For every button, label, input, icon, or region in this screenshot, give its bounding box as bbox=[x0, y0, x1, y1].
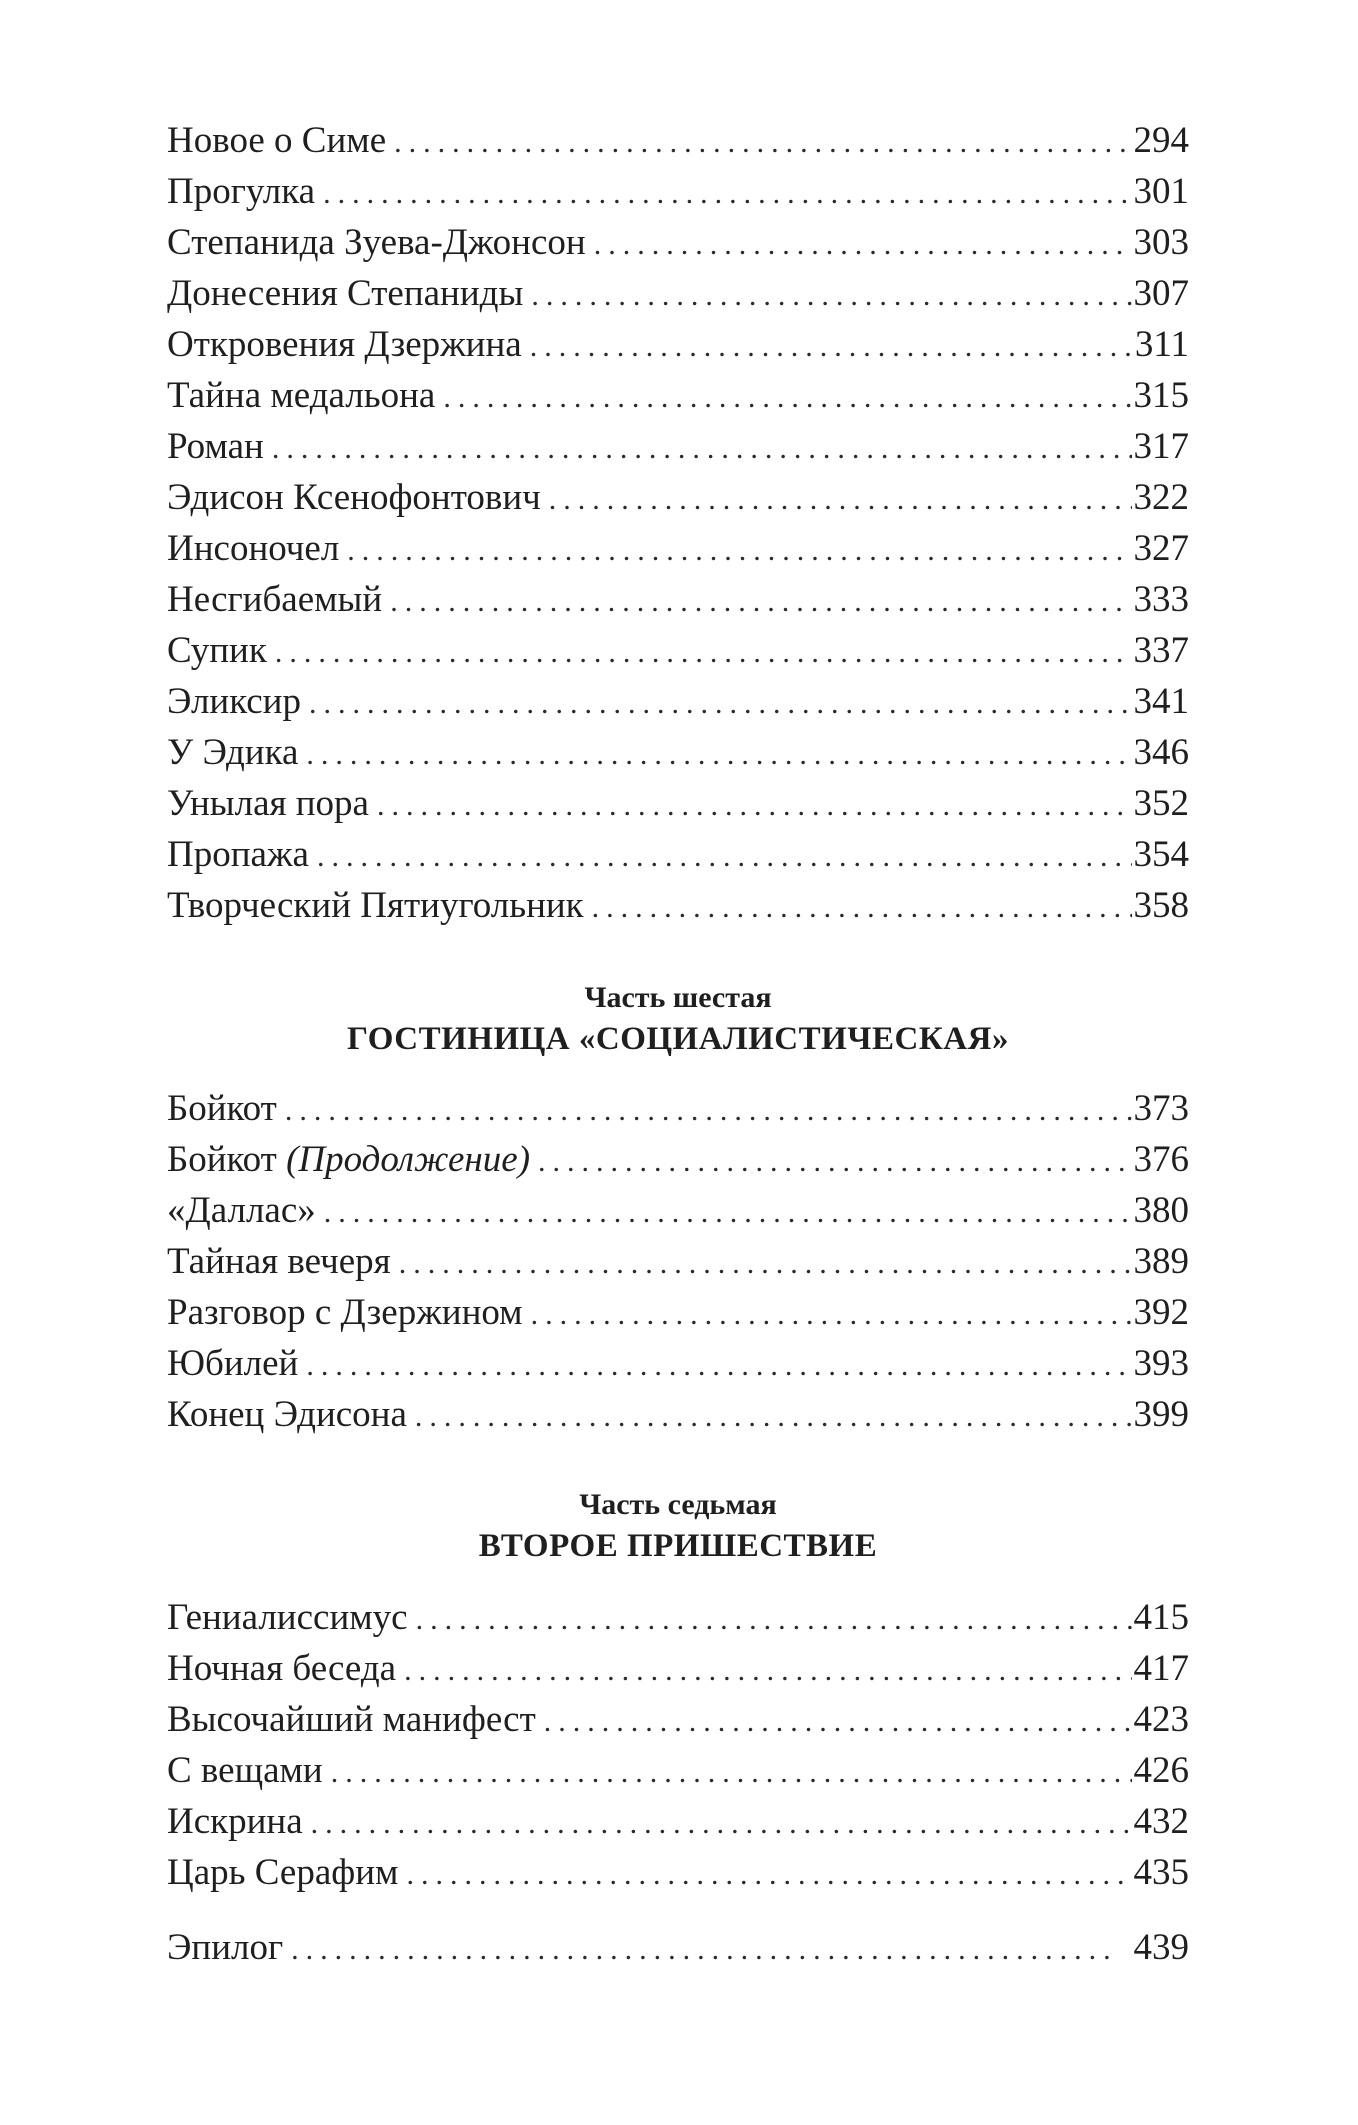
toc-entry-title: Роман bbox=[167, 426, 264, 467]
toc-entry[interactable] bbox=[167, 1796, 1189, 1847]
toc-entry[interactable] bbox=[167, 1185, 1189, 1236]
toc-entry-page: 337 bbox=[1133, 630, 1189, 671]
toc-entry-page: 346 bbox=[1133, 732, 1189, 773]
toc-entry-page: 439 bbox=[1133, 1927, 1189, 1968]
dot-leader bbox=[323, 168, 1131, 217]
toc-entry[interactable] bbox=[167, 1643, 1189, 1694]
toc-entry-title: Эликсир bbox=[167, 681, 301, 722]
table-of-contents bbox=[167, 115, 1189, 1973]
toc-entry-note: (Продолжение) bbox=[286, 1139, 531, 1180]
toc-entry[interactable] bbox=[167, 370, 1189, 421]
toc-entry-title: Искрина bbox=[167, 1801, 303, 1842]
dot-leader bbox=[549, 474, 1132, 523]
toc-entry[interactable] bbox=[167, 1134, 1189, 1185]
toc-entry-title: Тайна медальона bbox=[167, 375, 436, 416]
toc-entry-title: Супик bbox=[167, 630, 267, 671]
dot-leader bbox=[415, 1391, 1132, 1440]
dot-leader bbox=[531, 270, 1131, 319]
toc-entry-title: Инсоночел bbox=[167, 528, 340, 569]
toc-entry-page: 399 bbox=[1133, 1394, 1189, 1435]
part-label: Часть шестая bbox=[584, 981, 772, 1014]
toc-entry[interactable] bbox=[167, 727, 1189, 778]
toc-entry-page: 393 bbox=[1133, 1343, 1189, 1384]
toc-entry[interactable] bbox=[167, 1338, 1189, 1389]
dot-leader bbox=[404, 1645, 1131, 1694]
toc-entry-title: Эпилог bbox=[167, 1927, 284, 1968]
toc-entry-page: 392 bbox=[1133, 1292, 1189, 1333]
dot-leader bbox=[272, 423, 1132, 472]
toc-entry[interactable] bbox=[167, 1745, 1189, 1796]
toc-entry-page: 432 bbox=[1133, 1801, 1189, 1842]
toc-entry-title: Юбилей bbox=[167, 1343, 299, 1384]
toc-entry-page: 417 bbox=[1133, 1648, 1189, 1689]
dot-leader bbox=[324, 1187, 1132, 1236]
toc-entry[interactable] bbox=[167, 166, 1189, 217]
toc-entry-page: 311 bbox=[1134, 324, 1189, 365]
toc-entry[interactable] bbox=[167, 217, 1189, 268]
toc-entry-title: Пропажа bbox=[167, 834, 309, 875]
toc-entry[interactable] bbox=[167, 1592, 1189, 1643]
toc-entry-title: Творческий Пятиугольник bbox=[167, 885, 584, 926]
toc-entry[interactable] bbox=[167, 319, 1189, 370]
toc-entry[interactable] bbox=[167, 1083, 1189, 1134]
toc-entry-title: Ночная беседа bbox=[167, 1648, 397, 1689]
toc-entry-page: 322 bbox=[1133, 477, 1189, 518]
toc-entry[interactable] bbox=[167, 1847, 1189, 1898]
toc-section-top bbox=[167, 115, 1189, 931]
toc-entry[interactable] bbox=[167, 1236, 1189, 1287]
toc-entry-title: Новое о Симе bbox=[167, 120, 387, 161]
toc-entry-page: 415 bbox=[1133, 1597, 1189, 1638]
toc-entry-title bbox=[167, 1134, 538, 1185]
toc-entry-title: Конец Эдисона bbox=[167, 1394, 407, 1435]
toc-entry-title: Степанида Зуева-Джонсон bbox=[167, 222, 586, 263]
toc-entry[interactable] bbox=[167, 676, 1189, 727]
dot-leader bbox=[291, 1924, 1115, 1973]
toc-entry-page: 327 bbox=[1133, 528, 1189, 569]
toc-entry-page: 380 bbox=[1133, 1190, 1189, 1231]
dot-leader bbox=[331, 1747, 1132, 1796]
toc-entry-epilogue[interactable] bbox=[167, 1922, 1189, 1973]
toc-section-part-seven bbox=[167, 1592, 1189, 1898]
toc-entry-title: Донесения Степаниды bbox=[167, 273, 524, 314]
part-title: ВТОРОЕ ПРИШЕСТВИЕ bbox=[478, 1528, 878, 1564]
toc-entry-page: 301 bbox=[1133, 171, 1189, 212]
toc-entry-title: С вещами bbox=[167, 1750, 323, 1791]
toc-entry[interactable] bbox=[167, 115, 1189, 166]
toc-entry[interactable] bbox=[167, 1389, 1189, 1440]
toc-entry-page: 303 bbox=[1133, 222, 1189, 263]
toc-entry-page: 333 bbox=[1133, 579, 1189, 620]
toc-entry-title: Эдисон Ксенофонтович bbox=[167, 477, 541, 518]
toc-entry[interactable] bbox=[167, 421, 1189, 472]
toc-section-part-six bbox=[167, 1083, 1189, 1440]
dot-leader bbox=[594, 219, 1132, 268]
dot-leader bbox=[306, 729, 1131, 778]
dot-leader bbox=[416, 1594, 1132, 1643]
toc-entry-title: У Эдика bbox=[167, 732, 299, 773]
dot-leader bbox=[544, 1696, 1132, 1745]
toc-entry-title: Гениалиссимус bbox=[167, 1597, 408, 1638]
toc-entry-title: Унылая пора bbox=[167, 783, 369, 824]
toc-entry-page: 317 bbox=[1133, 426, 1189, 467]
toc-entry-page: 423 bbox=[1133, 1699, 1189, 1740]
toc-entry[interactable] bbox=[167, 472, 1189, 523]
toc-entry[interactable] bbox=[167, 268, 1189, 319]
toc-entry-title: «Даллас» bbox=[167, 1190, 316, 1231]
dot-leader bbox=[285, 1085, 1132, 1134]
toc-entry-page: 354 bbox=[1133, 834, 1189, 875]
toc-entry[interactable] bbox=[167, 880, 1189, 931]
dot-leader bbox=[399, 1238, 1132, 1287]
dot-leader bbox=[443, 372, 1131, 421]
dot-leader bbox=[531, 1289, 1132, 1338]
toc-entry-title: Бойкот bbox=[167, 1088, 277, 1129]
toc-entry-title: Высочайший манифест bbox=[167, 1699, 536, 1740]
dot-leader bbox=[394, 117, 1131, 166]
dot-leader bbox=[530, 321, 1133, 370]
toc-entry-title: Несгибаемый bbox=[167, 579, 383, 620]
dot-leader bbox=[377, 780, 1132, 829]
toc-entry-page: 358 bbox=[1133, 885, 1189, 926]
dot-leader bbox=[406, 1849, 1131, 1898]
toc-entry-title: Царь Серафим bbox=[167, 1852, 399, 1893]
toc-entry-page: 389 bbox=[1133, 1241, 1189, 1282]
toc-entry[interactable] bbox=[167, 778, 1189, 829]
toc-entry-page: 426 bbox=[1133, 1750, 1189, 1791]
dot-leader bbox=[309, 678, 1132, 727]
part-label: Часть седьмая bbox=[579, 1488, 777, 1521]
toc-entry[interactable] bbox=[167, 625, 1189, 676]
part-heading bbox=[167, 979, 1189, 1061]
toc-entry-page: 307 bbox=[1133, 273, 1189, 314]
toc-entry[interactable] bbox=[167, 523, 1189, 574]
toc-entry-title: Тайная вечеря bbox=[167, 1241, 391, 1282]
dot-leader bbox=[306, 1340, 1131, 1389]
toc-entry[interactable] bbox=[167, 574, 1189, 625]
toc-entry[interactable] bbox=[167, 1287, 1189, 1338]
toc-entry-title: Разговор с Дзержином bbox=[167, 1292, 523, 1333]
toc-entry[interactable] bbox=[167, 1694, 1189, 1745]
toc-entry-page: 315 bbox=[1133, 375, 1189, 416]
toc-entry-title-text: Бойкот bbox=[167, 1139, 277, 1180]
toc-entry-page: 352 bbox=[1133, 783, 1189, 824]
toc-entry-page: 376 bbox=[1133, 1139, 1189, 1180]
toc-entry[interactable] bbox=[167, 829, 1189, 880]
toc-entry-page: 435 bbox=[1133, 1852, 1189, 1893]
dot-leader bbox=[311, 1798, 1132, 1847]
toc-entry-page: 341 bbox=[1133, 681, 1189, 722]
toc-entry-title: Откровения Дзержина bbox=[167, 324, 522, 365]
dot-leader bbox=[390, 576, 1131, 625]
toc-entry-page: 373 bbox=[1133, 1088, 1189, 1129]
toc-entry-page: 294 bbox=[1133, 120, 1189, 161]
dot-leader bbox=[538, 1136, 1131, 1185]
part-heading bbox=[167, 1486, 1189, 1568]
dot-leader bbox=[317, 831, 1132, 880]
toc-entry-title: Прогулка bbox=[167, 171, 316, 212]
dot-leader bbox=[592, 882, 1132, 931]
dot-leader bbox=[275, 627, 1132, 676]
part-title: ГОСТИНИЦА «СОЦИАЛИСТИЧЕСКАЯ» bbox=[347, 1021, 1009, 1057]
dot-leader bbox=[347, 525, 1131, 574]
